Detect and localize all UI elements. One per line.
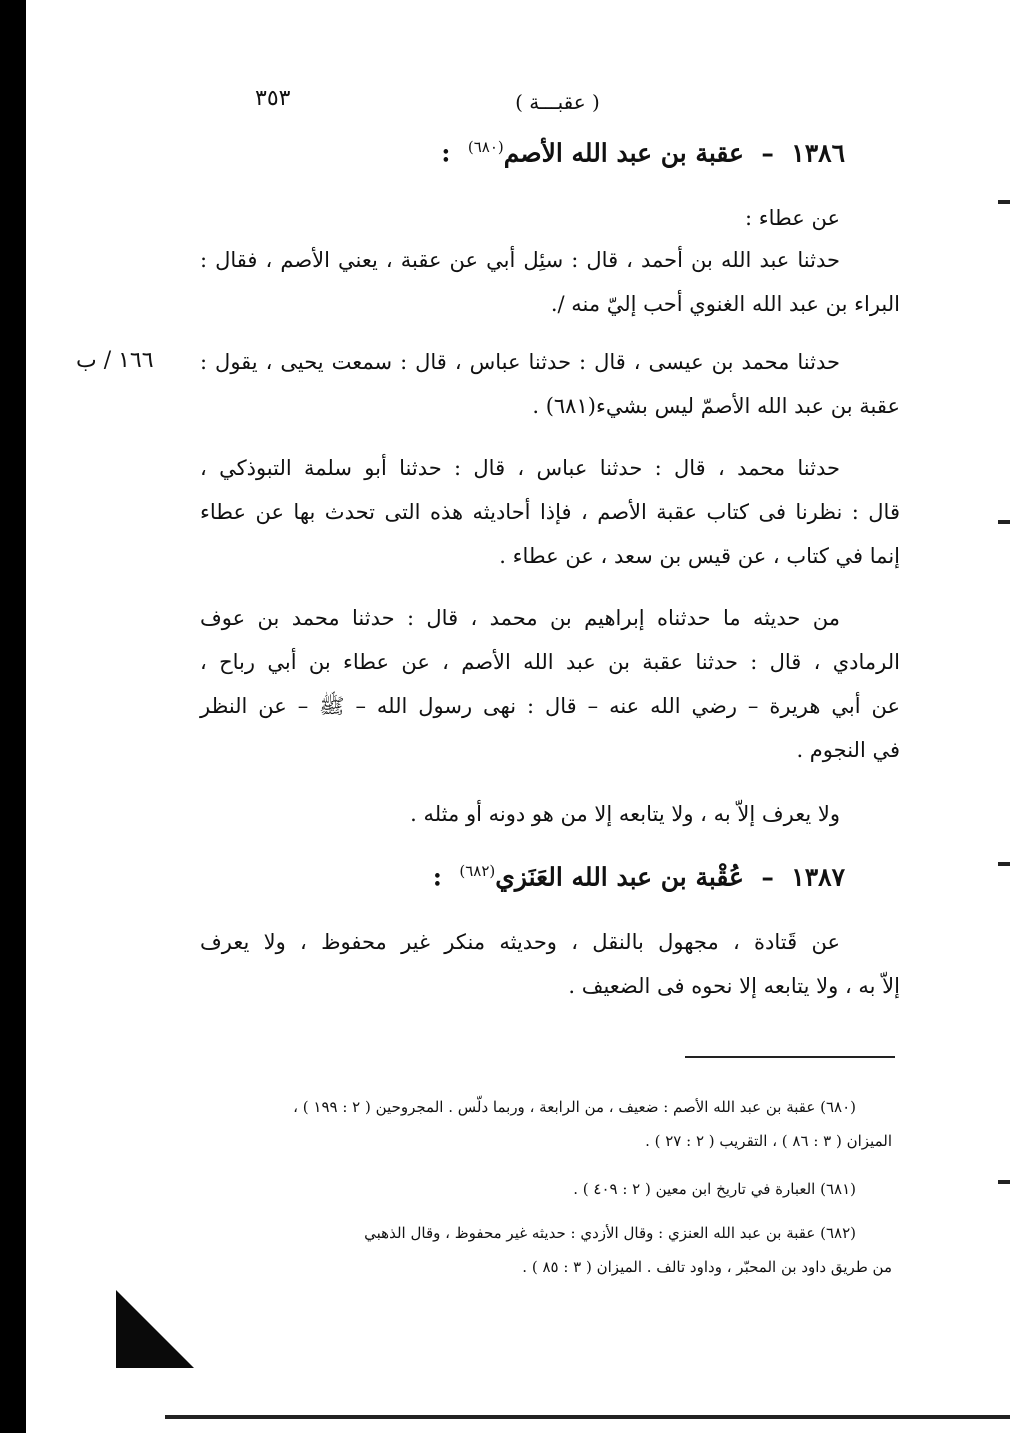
entry-heading: ١٣٨٦ – عقبة بن عبد الله الأصم$^{(٦٨٠)}$ : xyxy=(441,138,845,168)
footnote xyxy=(202,1172,892,1206)
text-line: حدثنا عبد الله بن أحمد ، قال : سئِل أبي عن عقبة ، يعني الأصم ، فقال : xyxy=(200,248,840,272)
page-number: ٣٥٣ xyxy=(255,86,291,111)
paragraph xyxy=(200,196,900,240)
footnote-line: (٦٨٠) عقبة بن عبد الله الأصم : ضعيف ، من الرابعة ، وربما دلّس . المجروحين ( ٢ : ١٩٩ ) ، xyxy=(293,1098,856,1116)
footnote-line: الميزان ( ٣ : ٨٦ ) ، التقريب ( ٢ : ٢٧ ) . xyxy=(645,1132,892,1150)
text-line: عقبة بن عبد الله الأصمّ ليس بشيء(٦٨١) . xyxy=(532,394,900,418)
running-head: ( عقبـــة ) xyxy=(515,90,600,114)
entry-name: عُقْبة بن عبد الله العَنَزي xyxy=(495,862,744,892)
text-line: في النجوم . xyxy=(796,738,900,762)
entry-name: عقبة بن عبد الله الأصم xyxy=(503,138,744,168)
text-line: حدثنا محمد ، قال : حدثنا عباس ، قال : حدثنا أبو سلمة التبوذكي ، xyxy=(200,456,840,480)
text-line: إلاّ به ، ولا يتابعه إلا نحوه فى الضعيف . xyxy=(568,974,900,998)
text-line: عن عطاء : xyxy=(745,206,840,230)
footnote xyxy=(202,1216,892,1284)
footnote-line: من طريق داود بن المحبّر ، وداود تالف . الميزان ( ٣ : ٨٥ ) . xyxy=(522,1258,892,1276)
text-line: عن قَتادة ، مجهول بالنقل ، وحديثه منكر غير محفوظ ، ولا يعرف xyxy=(200,930,840,954)
text-line: البراء بن عبد الله الغنوي أحب إليّ منه /. xyxy=(550,292,900,316)
text-line: قال : نظرنا فى كتاب عقبة الأصم ، فإذا أحاديثه هذه التى تحدث بها عن عطاء xyxy=(200,500,900,524)
paragraph xyxy=(200,238,900,326)
entry-number: ١٣٨٦ xyxy=(791,138,845,168)
text-line: ولا يعرف إلاّ به ، ولا يتابعه إلا من هو دونه أو مثله . xyxy=(410,802,840,826)
scan-edge-mark xyxy=(998,200,1010,204)
text-line: من حديثه ما حدثناه إبراهيم بن محمد ، قال : حدثنا محمد بن عوف xyxy=(200,606,840,630)
scan-edge-mark xyxy=(998,520,1010,524)
footnote-separator xyxy=(685,1056,895,1058)
footnote-line: (٦٨٢) عقبة بن عبد الله العنزي : وقال الأزدي : حديثه غير محفوظ ، وقال الذهبي xyxy=(364,1224,856,1242)
paragraph xyxy=(200,446,900,578)
footnote xyxy=(202,1090,892,1158)
text-line: حدثنا محمد بن عيسى ، قال : حدثنا عباس ، قال : سمعت يحيى ، يقول : xyxy=(200,350,840,374)
paragraph xyxy=(200,920,900,1008)
scan-left-edge xyxy=(0,0,26,1433)
footnote-marker: (٦٨٢) xyxy=(459,862,496,880)
scan-corner-mark xyxy=(116,1290,194,1368)
text-line: الرمادي ، قال : حدثنا عقبة بن عبد الله الأصم ، عن عطاء بن أبي رباح ، xyxy=(200,650,900,674)
scan-edge-mark xyxy=(998,1180,1010,1184)
scan-bottom-edge xyxy=(165,1415,1010,1419)
paragraph xyxy=(200,792,900,836)
footnote-marker: (٦٨٠) xyxy=(467,138,504,156)
footnote-line: (٦٨١) العبارة في تاريخ ابن معين ( ٢ : ٤٠٩ ) . xyxy=(573,1180,856,1198)
manuscript-folio-note: ١٦٦ / ب xyxy=(76,348,154,373)
paragraph xyxy=(200,340,900,428)
scan-edge-mark xyxy=(998,862,1010,866)
entry-number: ١٣٨٧ xyxy=(791,862,845,892)
text-line: عن أبي هريرة – رضي الله عنه – قال : نهى رسول الله – ﷺ – عن النظر xyxy=(200,694,900,718)
entry-heading: ١٣٨٧ – عُقْبة بن عبد الله العَنَزي$^{(٦٨٢)}$ : xyxy=(432,862,845,892)
text-line: إنما في كتاب ، عن قيس بن سعد ، عن عطاء . xyxy=(499,544,900,568)
paragraph xyxy=(200,596,900,772)
